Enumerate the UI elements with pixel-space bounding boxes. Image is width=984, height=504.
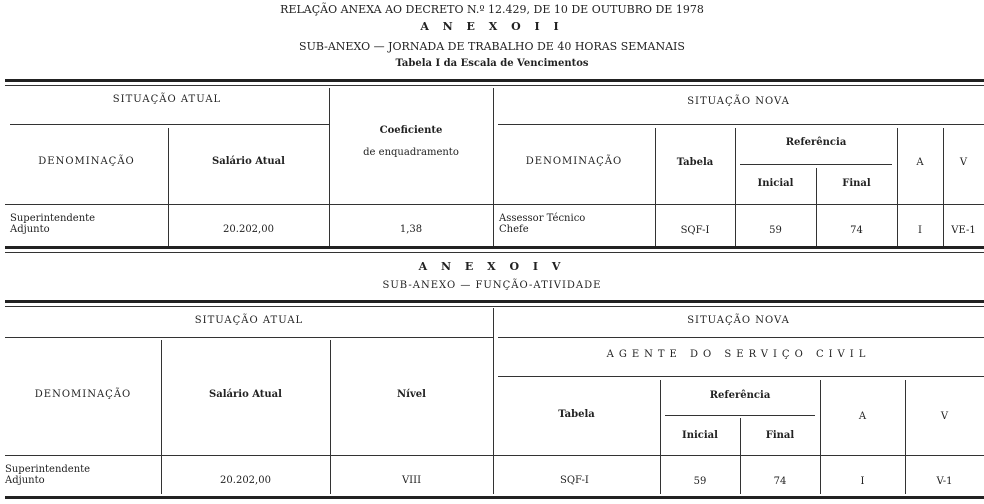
t2-situacao-nova: SITUAÇÃO NOVA (687, 315, 790, 326)
t2-nivel: Nível (397, 389, 426, 400)
t1-row-v: VE-1 (951, 225, 976, 236)
t2-row-final: 74 (773, 476, 787, 487)
t2-agente: AGENTE DO SERVIÇO CIVIL (606, 349, 871, 360)
t2-row-inicial: 59 (693, 476, 707, 487)
t2-row-tabela: SQF-I (560, 475, 589, 486)
t2-referencia: Referência (709, 390, 771, 401)
table-caption: Tabela I da Escala de Vencimentos (395, 58, 589, 69)
t2-denominacao: DENOMINAÇÃO (34, 389, 132, 400)
table-1-bottom-rule-inner (5, 252, 984, 253)
t1-row-final: 74 (850, 225, 863, 236)
t2-final: Final (765, 430, 795, 441)
t2-salario-atual: Salário Atual (209, 389, 282, 400)
t1-hline (5, 204, 984, 205)
t1-row-inicial: 59 (769, 225, 782, 236)
t1-inicial: Inicial (757, 178, 794, 189)
t1-denominacao-nova: DENOMINAÇÃO (525, 156, 623, 167)
t2-tabela: Tabela (558, 409, 595, 420)
table-1-top-rule (5, 79, 984, 82)
t2-hline (5, 337, 493, 338)
t2-inicial: Inicial (682, 430, 718, 441)
t1-row-tabela: SQF-I (680, 225, 710, 236)
t1-row-nova-line1: Assessor Técnico (499, 213, 586, 224)
t1-coef-line2: de enquadramento (363, 147, 459, 158)
anexo-iv-title: A N E X O I V (418, 260, 566, 273)
t1-tabela: Tabela (676, 157, 714, 168)
t1-row-denom-line2: Adjunto (10, 224, 50, 235)
anexo-iv-subtitle: SUB-ANEXO — FUNÇÃO-ATIVIDADE (382, 280, 602, 291)
t1-coef-line1: Coeficiente (379, 125, 443, 136)
table-2-top-rule-inner (5, 306, 984, 307)
t2-row-v: V-1 (936, 476, 953, 487)
t2-vline (161, 340, 162, 494)
t2-row-a: I (860, 476, 865, 487)
t2-hline (5, 455, 984, 456)
t2-hline (665, 415, 815, 416)
t2-situacao-atual: SITUAÇÃO ATUAL (194, 315, 304, 326)
table-2-bottom-rule (5, 496, 984, 499)
decree-title: RELAÇÃO ANEXA AO DECRETO N.º 12.429, DE 10 DE OUTUBRO DE 1978 (280, 3, 704, 16)
anexo-ii-title: A N E X O I I (420, 20, 564, 33)
t1-row-nova-line2: Chefe (499, 224, 529, 235)
t1-denominacao: DENOMINAÇÃO (38, 156, 135, 167)
table-1-bottom-rule (5, 246, 984, 249)
sub-anexo-title: SUB-ANEXO — JORNADA DE TRABALHO DE 40 HORAS SEMANAIS (299, 40, 685, 53)
t1-row-coef: 1,38 (399, 224, 423, 235)
t2-vline (493, 308, 494, 494)
t1-vline (493, 88, 494, 246)
t1-hline (10, 124, 329, 125)
t2-row-salario: 20.202,00 (220, 475, 271, 486)
t1-situacao-atual: SITUAÇÃO ATUAL (112, 94, 222, 105)
t2-col-v: V (940, 411, 949, 422)
t1-final: Final (842, 178, 871, 189)
t2-row-denom-line1: Superintendente (5, 464, 91, 475)
t1-col-v: V (959, 157, 968, 168)
t1-referencia: Referência (785, 137, 847, 148)
t1-hline (740, 164, 892, 165)
t1-salario-atual: Salário Atual (212, 156, 285, 167)
t2-row-denom-line2: Adjunto (5, 475, 45, 486)
t1-col-a: A (916, 157, 924, 168)
t1-row-salario: 20.202,00 (223, 224, 274, 235)
t1-vline (329, 88, 330, 246)
t1-row-denom-line1: Superintendente (10, 213, 96, 224)
t1-row-a: I (918, 225, 922, 236)
table-2-top-rule (5, 300, 984, 303)
t2-hline (498, 337, 984, 338)
t1-hline (498, 124, 984, 125)
t2-row-nivel: VIII (401, 475, 422, 486)
t2-col-a: A (858, 411, 867, 422)
t2-hline (498, 376, 984, 377)
t1-situacao-nova: SITUAÇÃO NOVA (687, 96, 790, 107)
t2-vline (330, 340, 331, 494)
table-1-top-rule-inner (5, 85, 984, 86)
